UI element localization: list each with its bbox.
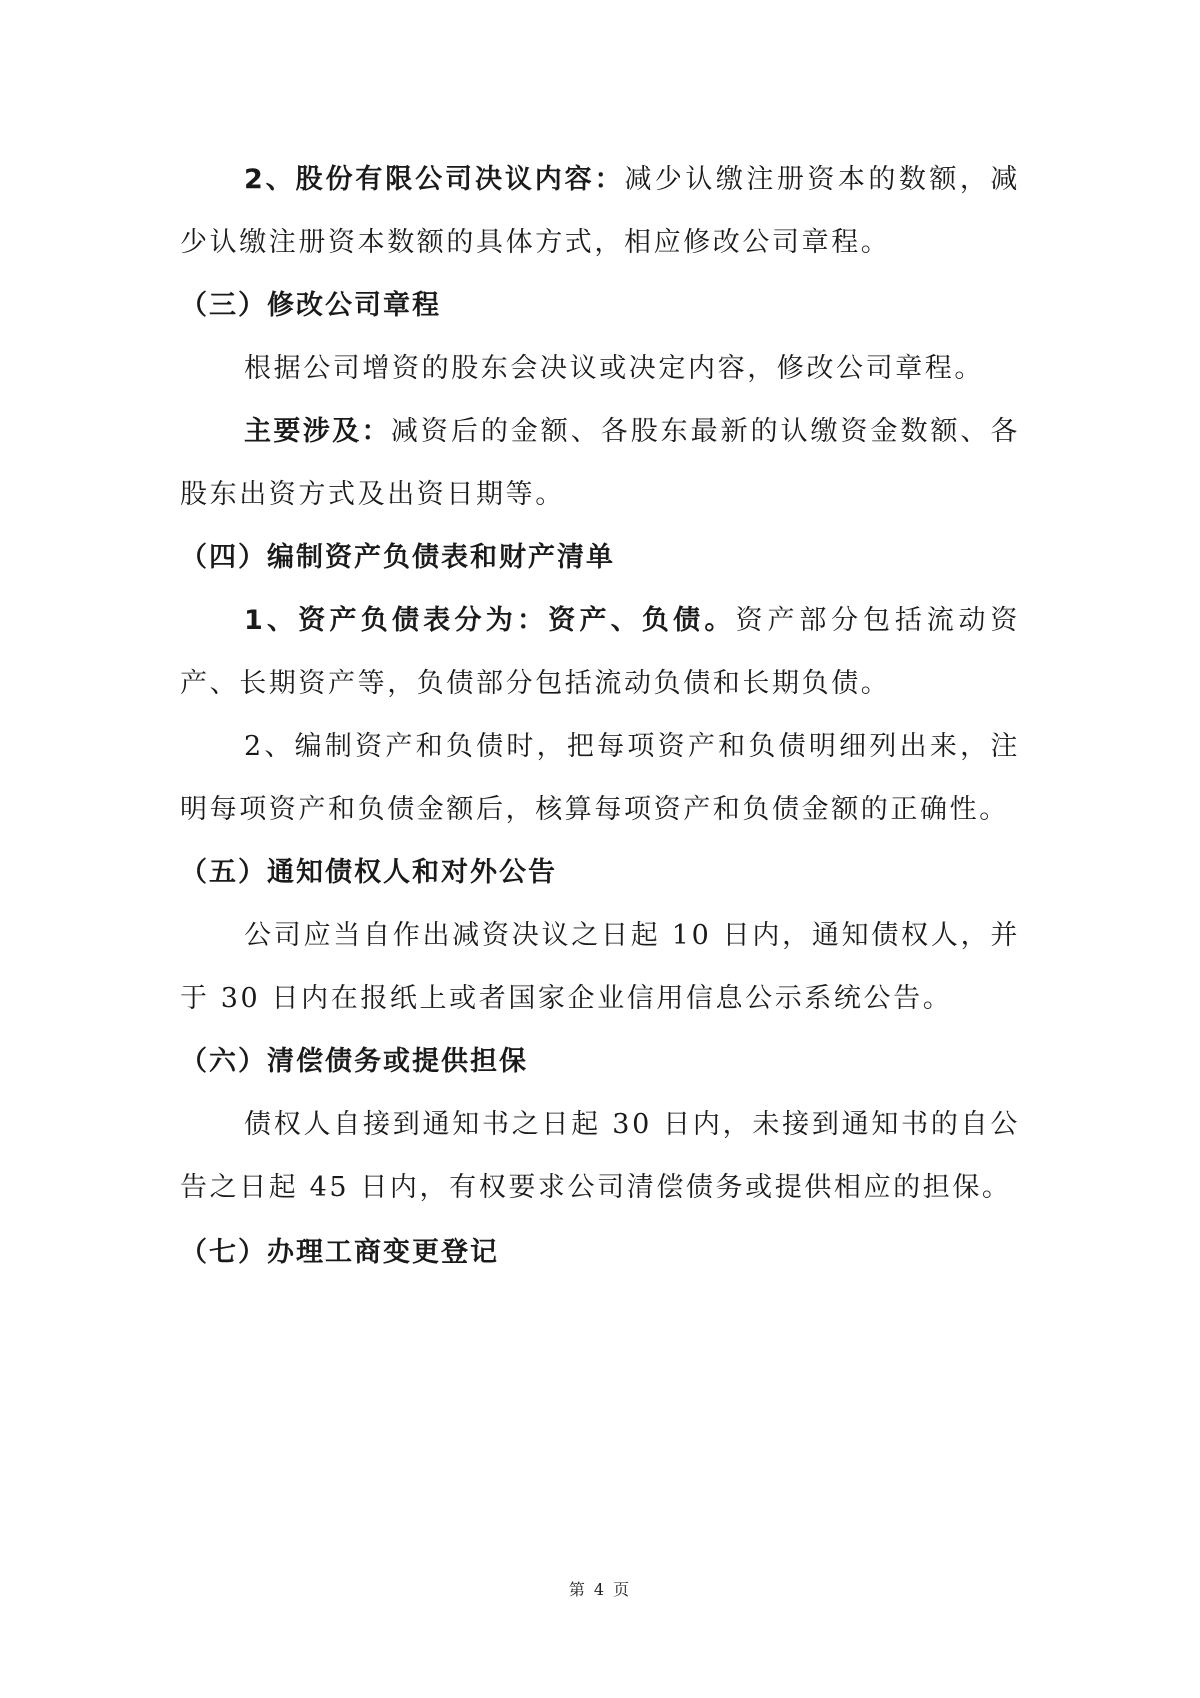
- page-number: 第 4 页: [568, 1580, 632, 1599]
- paragraph-lead: 2、股份有限公司决议内容：: [244, 164, 625, 195]
- paragraph-itemize-assets: 2、编制资产和负债时，把每项资产和负债明细列出来，注明每项资产和负债金额后，核算每项资产和负债金额的正确性。: [180, 731, 1020, 825]
- document-body: [180, 148, 1020, 1284]
- paragraph-text: 减少认缴注册资本的数额，减少认缴注册资本数额的具体方式，相应修改公司章程。: [180, 164, 1020, 258]
- paragraph-text: 资产部分包括流动资产、长期资产等，负债部分包括流动负债和长期负债。: [180, 605, 1020, 699]
- paragraph-text: 减资后的金额、各股东最新的认缴资金数额、各股东出资方式及出资日期等。: [180, 416, 1021, 510]
- section-heading-6: （六）清偿债务或提供担保: [180, 1046, 528, 1077]
- section-heading-7: （七）办理工商变更登记: [180, 1237, 499, 1268]
- section-heading-3: （三）修改公司章程: [180, 290, 441, 321]
- paragraph-amend-articles: 根据公司增资的股东会决议或决定内容，修改公司章程。: [244, 353, 984, 384]
- paragraph-balance-sheet: [180, 589, 1020, 715]
- paragraph-lead: 1、资产负债表分为：资产、负债。: [244, 605, 736, 636]
- section-heading-5: （五）通知债权人和对外公告: [180, 857, 557, 888]
- paragraph-shareholding-resolution: [180, 148, 1020, 274]
- section-heading-4: （四）编制资产负债表和财产清单: [180, 542, 615, 573]
- paragraph-repay-debts: 债权人自接到通知书之日起 30 日内，未接到通知书的自公告之日起 45 日内，有权要求公司清偿债务或提供相应的担保。: [180, 1109, 1020, 1203]
- paragraph-main-items: [180, 400, 1020, 526]
- paragraph-notify-creditors: 公司应当自作出减资决议之日起 10 日内，通知债权人，并于 30 日内在报纸上或者国家企业信用信息公示系统公告。: [180, 920, 1020, 1014]
- paragraph-lead: 主要涉及：: [244, 416, 391, 447]
